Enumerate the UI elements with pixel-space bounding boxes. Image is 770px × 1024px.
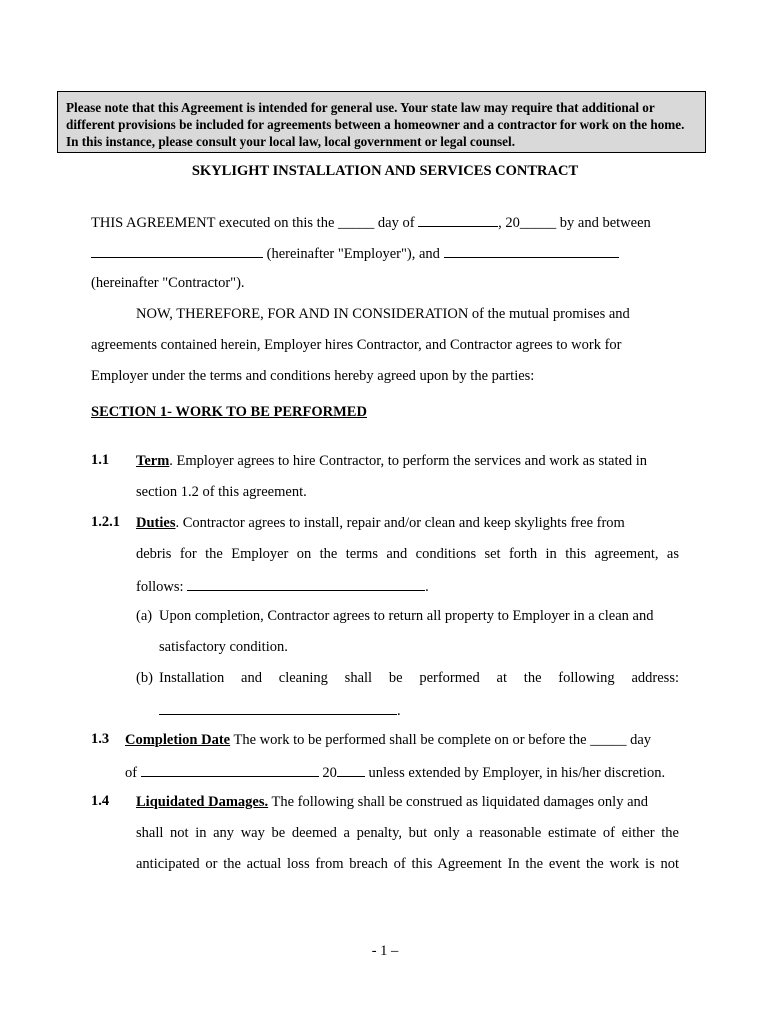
section-1-4-line-2: shall not in any way be deemed a penalty, but only a reasonable estimate of either the	[136, 825, 679, 841]
section-1-3-line-2	[125, 762, 665, 782]
section-1-2-1-line-1	[136, 514, 625, 532]
contractor-name-blank[interactable]	[444, 243, 619, 258]
term-label: Term	[136, 453, 170, 469]
item-b-line-1: Installation and cleaning shall be performed at the following address:	[159, 670, 679, 686]
completion-year-blank[interactable]	[337, 762, 365, 777]
intro-text-1b: , 20_____ by and between	[498, 215, 651, 231]
item-a-label: (a)	[136, 608, 153, 624]
section-1-2-1-number: 1.2.1	[91, 514, 120, 530]
section-1-3-line-1	[125, 731, 651, 749]
address-period: .	[397, 703, 401, 719]
section-1-3-text-1: The work to be performed shall be complete on or before the _____ day	[230, 732, 652, 748]
intro-line-2	[91, 243, 619, 263]
section-1-3-number: 1.3	[91, 731, 110, 747]
section-1-4-line-3: anticipated or the actual loss from breach of this Agreement In the event the work is not	[136, 856, 679, 872]
section-1-1-line-2: section 1.2 of this agreement.	[136, 484, 307, 500]
disclaimer-notice: Please note that this Agreement is intended for general use. Your state law may require that additional or different provisions be included for agreements between a homeowner and a contractor for work on the home. In this instance, please consult your local law, local government or legal counsel.	[57, 91, 706, 153]
section-1-3-text-2a: of	[125, 765, 138, 781]
section-1-4-text-1: The following shall be construed as liquidated damages only and	[268, 794, 649, 810]
liquidated-damages-label: Liquidated Damages.	[136, 794, 269, 810]
month-blank[interactable]	[418, 212, 498, 227]
section-1-heading: SECTION 1- WORK TO BE PERFORMED	[91, 404, 367, 420]
address-blank[interactable]	[159, 700, 397, 715]
section-1-2-1-line-3	[136, 576, 429, 596]
page-number: - 1 –	[371, 943, 399, 959]
section-1-3-text-2c: unless extended by Employer, in his/her discretion.	[364, 765, 666, 781]
section-1-1-number: 1.1	[91, 452, 110, 468]
item-a-line-2: satisfactory condition.	[159, 639, 288, 655]
section-1-2-1-text-3: follows:	[136, 579, 184, 595]
intro-text-1a: THIS AGREEMENT executed on this the _____ day of	[91, 215, 415, 231]
section-1-1-text-1: . Employer agrees to hire Contractor, to perform the services and work as stated in	[169, 453, 648, 469]
section-1-4-number: 1.4	[91, 793, 110, 809]
consideration-line-3: Employer under the terms and conditions hereby agreed upon by the parties:	[91, 368, 535, 384]
duties-period: .	[425, 579, 429, 595]
intro-line-1	[91, 212, 651, 232]
employer-name-blank[interactable]	[91, 243, 263, 258]
consideration-line-2: agreements contained herein, Employer hires Contractor, and Contractor agrees to work for	[91, 337, 622, 353]
section-1-1-line-1	[136, 452, 647, 470]
intro-text-3: (hereinafter "Contractor").	[91, 275, 245, 291]
consideration-line-1: NOW, THEREFORE, FOR AND IN CONSIDERATION of the mutual promises and	[136, 306, 630, 322]
completion-month-blank[interactable]	[141, 762, 319, 777]
item-a-line-1: Upon completion, Contractor agrees to return all property to Employer in a clean and	[159, 608, 654, 624]
section-1-3-text-2b: 20	[322, 765, 337, 781]
duties-blank[interactable]	[187, 576, 425, 591]
contract-title: SKYLIGHT INSTALLATION AND SERVICES CONTRACT	[191, 163, 579, 179]
section-1-4-line-1	[136, 793, 648, 811]
section-1-2-1-line-2: debris for the Employer on the terms and conditions set forth in this agreement, as	[136, 546, 679, 562]
intro-text-2: (hereinafter "Employer"), and	[266, 246, 440, 262]
duties-label: Duties	[136, 515, 176, 531]
item-b-label: (b)	[136, 670, 153, 686]
section-1-2-1-text-1: . Contractor agrees to install, repair and/or clean and keep skylights free from	[175, 515, 625, 531]
completion-date-label: Completion Date	[125, 732, 231, 748]
item-b-line-2	[159, 700, 401, 720]
